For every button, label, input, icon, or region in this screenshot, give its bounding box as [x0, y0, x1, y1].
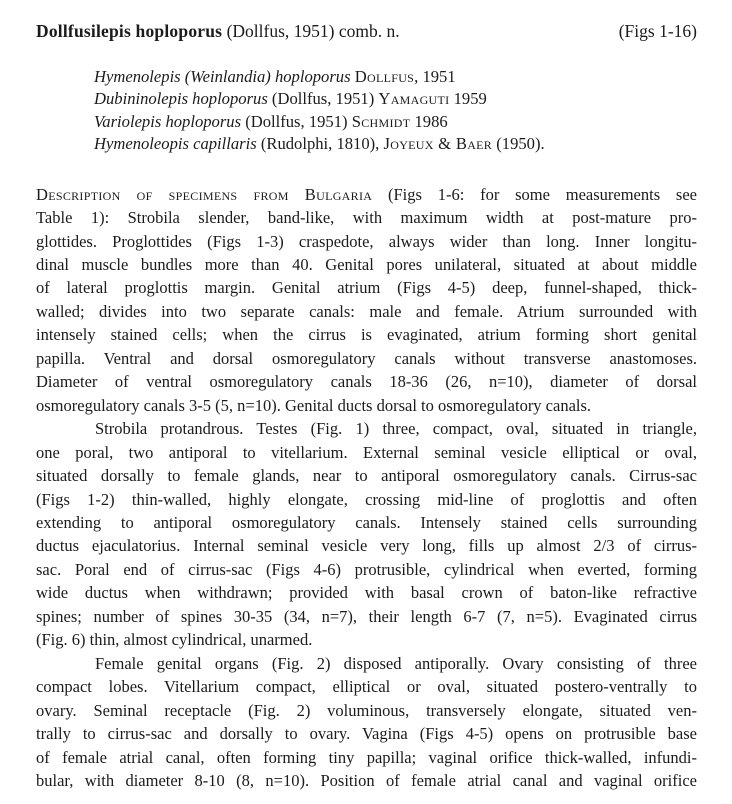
text-line: bular, with diameter 8-10 (8, n=10). Position of female atrial canal and vaginal orifice	[36, 770, 697, 790]
text-line: sac. Poral end of cirrus-sac (Figs 4-6) protrusible, cylindrical when everted, forming	[36, 559, 697, 579]
female-organs-paragraph	[36, 652, 697, 793]
synonym-citation: (Dollfus, 1951)	[267, 89, 379, 109]
text-line: dinal muscle bundles more than 40. Genital pores unilateral, situated at about middle	[36, 254, 697, 274]
synonym-citation: (Rudolphi, 1810),	[256, 134, 384, 154]
synonym-author: Yamaguti	[378, 89, 450, 109]
section-lead-smallcaps: Description of specimens from Bulgaria	[36, 184, 373, 204]
synonym-author: Joyeux & Baer	[383, 134, 493, 154]
synonym-year: 1986	[410, 111, 448, 131]
synonym-species-name: Variolepis hoploporus	[94, 111, 242, 131]
text-line	[36, 183, 697, 206]
text-line: (Figs 1-2) thin-walled, highly elongate, crossing mid-line of proglottis and often	[36, 489, 697, 509]
text-line: (Fig. 6) thin, almost cylindrical, unarmed.	[36, 630, 313, 650]
heading-title	[36, 21, 400, 41]
text-line: of female atrial canal, often forming tiny papilla; vaginal orifice thick-walled, infundi-	[36, 747, 697, 767]
synonym-species-name: Hymenolepis (Weinlandia) hoploporus	[94, 67, 351, 86]
synonym-year: 1959	[449, 89, 487, 109]
synonym-author: Schmidt	[351, 111, 411, 131]
heading-authority: (Dollfus, 1951) comb. n.	[222, 21, 400, 41]
figs-reference: (Figs 1-16)	[618, 21, 697, 41]
text-line: extending to antiporal osmoregulatory canals. Intensely stained cells surrounding	[36, 512, 697, 532]
species-heading	[36, 21, 697, 41]
synonymy-item	[94, 111, 697, 133]
text-line: spines; number of spines 30-35 (34, n=7), their length 6-7 (7, n=5). Evaginated cirrus	[36, 606, 697, 626]
synonymy-item	[94, 88, 697, 110]
text-line: glottides. Proglottides (Figs 1-3) craspedote, always wider than long. Inner longitu-	[36, 231, 697, 251]
synonymy-item	[94, 66, 697, 88]
synonym-species-name: Hymenoleopis capillaris	[94, 134, 257, 154]
male-organs-paragraph	[36, 417, 697, 652]
text-line: situated dorsally to female glands, near to antiporal osmoregulatory canals. Cirrus-sac	[36, 466, 697, 486]
text-line: one poral, two antiporal to vitellarium. External seminal vesicle elliptical or oval,	[36, 442, 697, 462]
text-line: papilla. Ventral and dorsal osmoregulatory canals without transverse anastomoses.	[36, 348, 697, 368]
synonym-species-name: Dubininolepis hoploporus	[94, 89, 268, 109]
text-line: of lateral proglottis margin. Genital atrium (Figs 4-5) deep, funnel-shaped, thick-	[36, 278, 697, 298]
text-line: osmoregulatory canals 3-5 (5, n=10). Genital ducts dorsal to osmoregulatory canals.	[36, 395, 592, 415]
synonym-year: , 1951	[414, 67, 456, 86]
text-line: compact lobes. Vitellarium compact, elliptical or oval, situated postero-ventrally to	[36, 677, 697, 697]
species-name: Dollfusilepis hoploporus	[36, 21, 223, 41]
text-line: Table 1): Strobila slender, band-like, with maximum width at post-mature pro-	[36, 208, 697, 228]
synonym-citation: (Dollfus, 1951)	[241, 111, 352, 131]
description-paragraph	[36, 183, 697, 418]
text-line: Diameter of ventral osmoregulatory canals 18-36 (26, n=10), diameter of dorsal	[36, 372, 697, 392]
text-line: Female genital organs (Fig. 2) disposed antiporally. Ovary consisting of three	[95, 653, 697, 673]
text-line: ovary. Seminal receptacle (Fig. 2) voluminous, transversely elongate, situated ven-	[36, 700, 697, 720]
text-line: intensely stained cells; when the cirrus is evaginated, atrium forming short genital	[36, 325, 697, 345]
text-line: walled; divides into two separate canals: male and female. Atrium surrounded with	[36, 301, 697, 321]
synonym-author: Dollfus	[354, 67, 415, 86]
synonymy-item	[94, 133, 697, 155]
text-line: Strobila protandrous. Testes (Fig. 1) three, compact, oval, situated in triangle,	[95, 419, 697, 439]
synonymy-list	[94, 66, 697, 156]
description-body	[36, 183, 697, 793]
synonym-year: (1950).	[492, 134, 545, 154]
text-line-rest: (Figs 1-6: for some measurements see	[372, 184, 697, 204]
text-line: wide ductus when withdrawn; provided with basal crown of baton-like refractive	[36, 583, 697, 603]
text-line: trally to cirrus-sac and dorsally to ovary. Vagina (Figs 4-5) opens on protrusible base	[36, 724, 697, 744]
text-line: ductus ejaculatorius. Internal seminal vesicle very long, fills up almost 2/3 of cirrus-	[36, 536, 697, 556]
